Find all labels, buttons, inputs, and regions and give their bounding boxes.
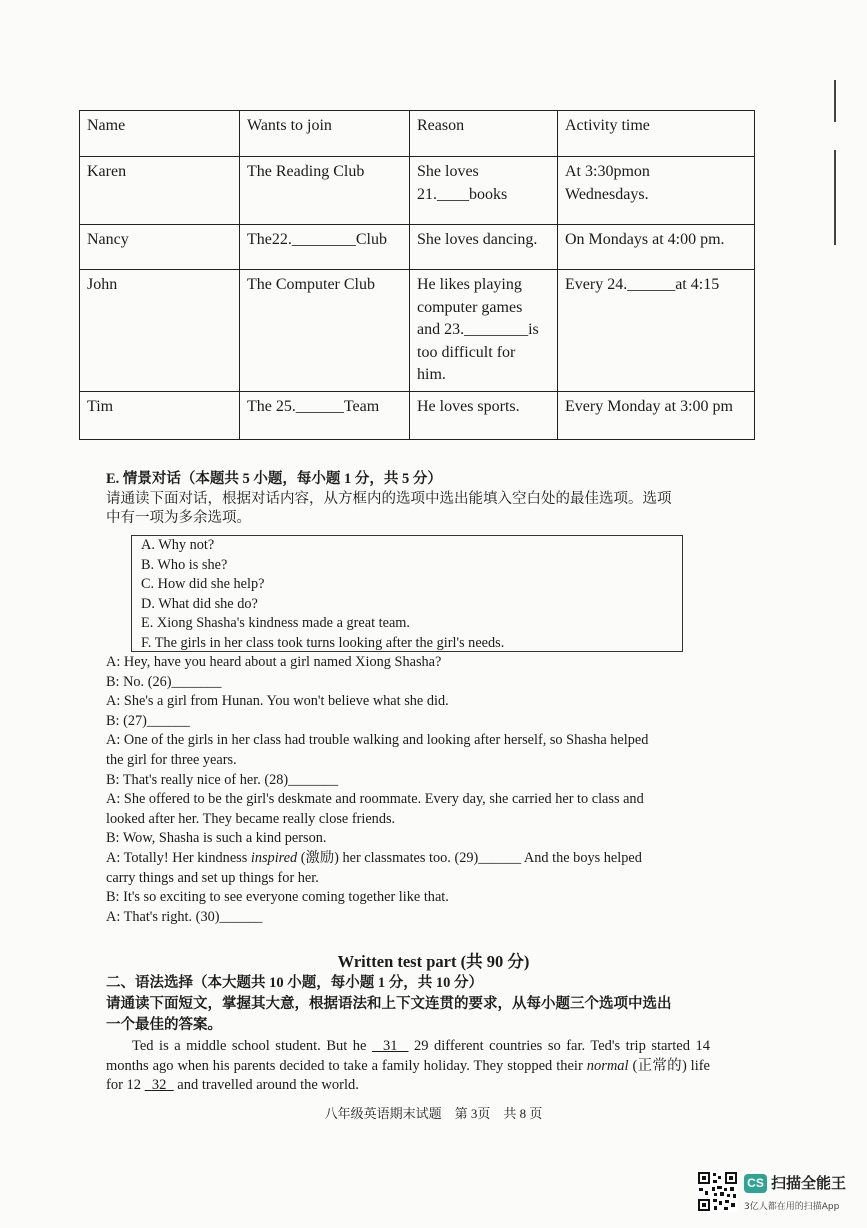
option-e: E. Xiong Shasha's kindness made a great team.: [141, 615, 410, 631]
dialog-line: B: Wow, Shasha is such a kind person.: [106, 830, 327, 847]
blank-number: 32: [151, 1077, 167, 1094]
grammar-passage: [106, 1037, 710, 1096]
header-reason: Reason: [410, 111, 558, 157]
grammar-instruction: 一个最佳的答案。: [106, 1017, 222, 1033]
passage-paragraph: [106, 1037, 710, 1096]
dialog-text: (激励) her classmates too. (29)______ And the boys helped: [297, 849, 642, 866]
page-footer: 八年级英语期末试题 第 3页 共 8 页: [324, 1106, 543, 1121]
cell-time: Every Monday at 3:00 pm: [558, 391, 755, 439]
cell-club: The 25.______Team: [240, 391, 410, 439]
reason-line: He likes playing: [417, 276, 522, 293]
option-b: B. Who is she?: [141, 556, 228, 573]
section-e-instruction: 请通读下面对话，根据对话内容，从方框内的选项中选出能填入空白处的最佳选项。选项: [106, 490, 672, 507]
dialog-line: B: It's so exciting to see everyone coming together like that.: [106, 889, 449, 906]
cell-club: The22.________Club: [240, 225, 410, 270]
camscanner-logo: CS: [744, 1174, 767, 1193]
passage-text: (正常的) life for 12: [106, 1057, 710, 1094]
dialog-line: B: That's really nice of her. (28)_______: [106, 771, 339, 788]
reason-line: him.: [417, 366, 446, 383]
dialog-line: looked after her. They became really close friends.: [106, 810, 396, 827]
qr-code-icon: [697, 1171, 738, 1212]
scan-edge-line: [834, 150, 836, 245]
section-e-header: [106, 470, 716, 529]
dialog-line: A: She offered to be the girl's deskmate and roommate. Every day, she carried her to class and: [106, 791, 644, 808]
dialog-text: A: Totally! Her kindness: [106, 849, 251, 866]
header-name: Name: [80, 111, 240, 157]
grammar-title: 二、语法选择（本大题共 10 小题，每小题 1 分，共 10 分）: [106, 975, 483, 991]
dialog-line: [106, 849, 726, 869]
grammar-instruction: 请通读下面短文，掌握其大意，根据语法和上下文连贯的要求，从每小题三个选项中选出: [106, 996, 672, 1012]
cell-time: Every 24.______at 4:15: [558, 270, 755, 392]
header-wants-to-join: Wants to join: [240, 111, 410, 157]
passage-text: Ted is a middle school student. But he: [132, 1038, 372, 1054]
time-line: At 3:30pmon: [565, 163, 650, 180]
table-row: [80, 270, 755, 392]
camscanner-name: 扫描全能王: [771, 1174, 847, 1192]
blank-32: [145, 1077, 174, 1093]
cell-time: [558, 157, 755, 225]
dialog-italic: inspired: [250, 849, 298, 866]
dialog-line: carry things and set up things for her.: [106, 869, 319, 886]
option-a: A. Why not?: [141, 537, 215, 553]
dialog-line: A: That's right. (30)______: [106, 908, 263, 925]
reason-line: 21.____books: [417, 185, 508, 203]
reason-line: computer games: [417, 298, 523, 316]
option-f: F. The girls in her class took turns looking after the girl's needs.: [141, 634, 505, 651]
blank-31: [372, 1038, 409, 1054]
scan-edge-line: [834, 80, 836, 122]
passage-italic: normal: [586, 1057, 629, 1074]
passage-text: 29 different countries so far. Ted's trip started 14 months ago when his parents decided to take a family holiday. They stopped their: [106, 1038, 710, 1074]
section-e-title: E. 情景对话（本题共 5 小题，每小题 1 分，共 5 分）: [106, 471, 442, 487]
option-d: D. What did she do?: [141, 595, 258, 612]
cell-name: Karen: [80, 157, 240, 225]
grammar-section-header: [106, 973, 716, 1036]
club-info-table: [79, 110, 755, 440]
reason-line: She loves: [417, 163, 479, 180]
table-row: [80, 225, 755, 270]
table-header-row: [80, 111, 755, 157]
written-test-title: Written test part (共 90 分): [337, 952, 530, 971]
header-activity-time: Activity time: [558, 111, 755, 157]
dialog: [106, 653, 726, 927]
reason-line: too difficult for: [417, 343, 516, 361]
cell-club: The Computer Club: [240, 270, 410, 392]
cell-name: John: [80, 270, 240, 392]
dialog-line: B: No. (26)_______: [106, 673, 222, 690]
cell-reason: She loves dancing.: [410, 225, 558, 270]
dialog-line: A: One of the girls in her class had trouble walking and looking after herself, so Shasha helped: [106, 732, 649, 749]
cell-reason: [410, 270, 558, 392]
cell-club: The Reading Club: [240, 157, 410, 225]
passage-text: and travelled around the world.: [173, 1077, 359, 1094]
blank-number: 31: [382, 1038, 398, 1054]
time-line: Wednesdays.: [565, 185, 649, 203]
reason-line: and 23.________is: [417, 321, 539, 338]
dialog-line: the girl for three years.: [106, 751, 237, 768]
options-box: [131, 535, 683, 652]
dialog-line: A: She's a girl from Hunan. You won't believe what she did.: [106, 693, 449, 710]
cell-reason: [410, 157, 558, 225]
section-e-instruction: 中有一项为多余选项。: [106, 510, 251, 527]
table-row: [80, 391, 755, 439]
option-c: C. How did she help?: [141, 576, 265, 592]
cell-name: Nancy: [80, 225, 240, 270]
dialog-line: B: (27)______: [106, 712, 190, 729]
camscanner-tagline: 3亿人都在用的扫描App: [744, 1202, 840, 1212]
cell-reason: He loves sports.: [410, 391, 558, 439]
cell-name: Tim: [80, 391, 240, 439]
cell-time: On Mondays at 4:00 pm.: [558, 225, 755, 270]
table-row: [80, 157, 755, 225]
dialog-line: A: Hey, have you heard about a girl named Xiong Shasha?: [106, 654, 442, 670]
